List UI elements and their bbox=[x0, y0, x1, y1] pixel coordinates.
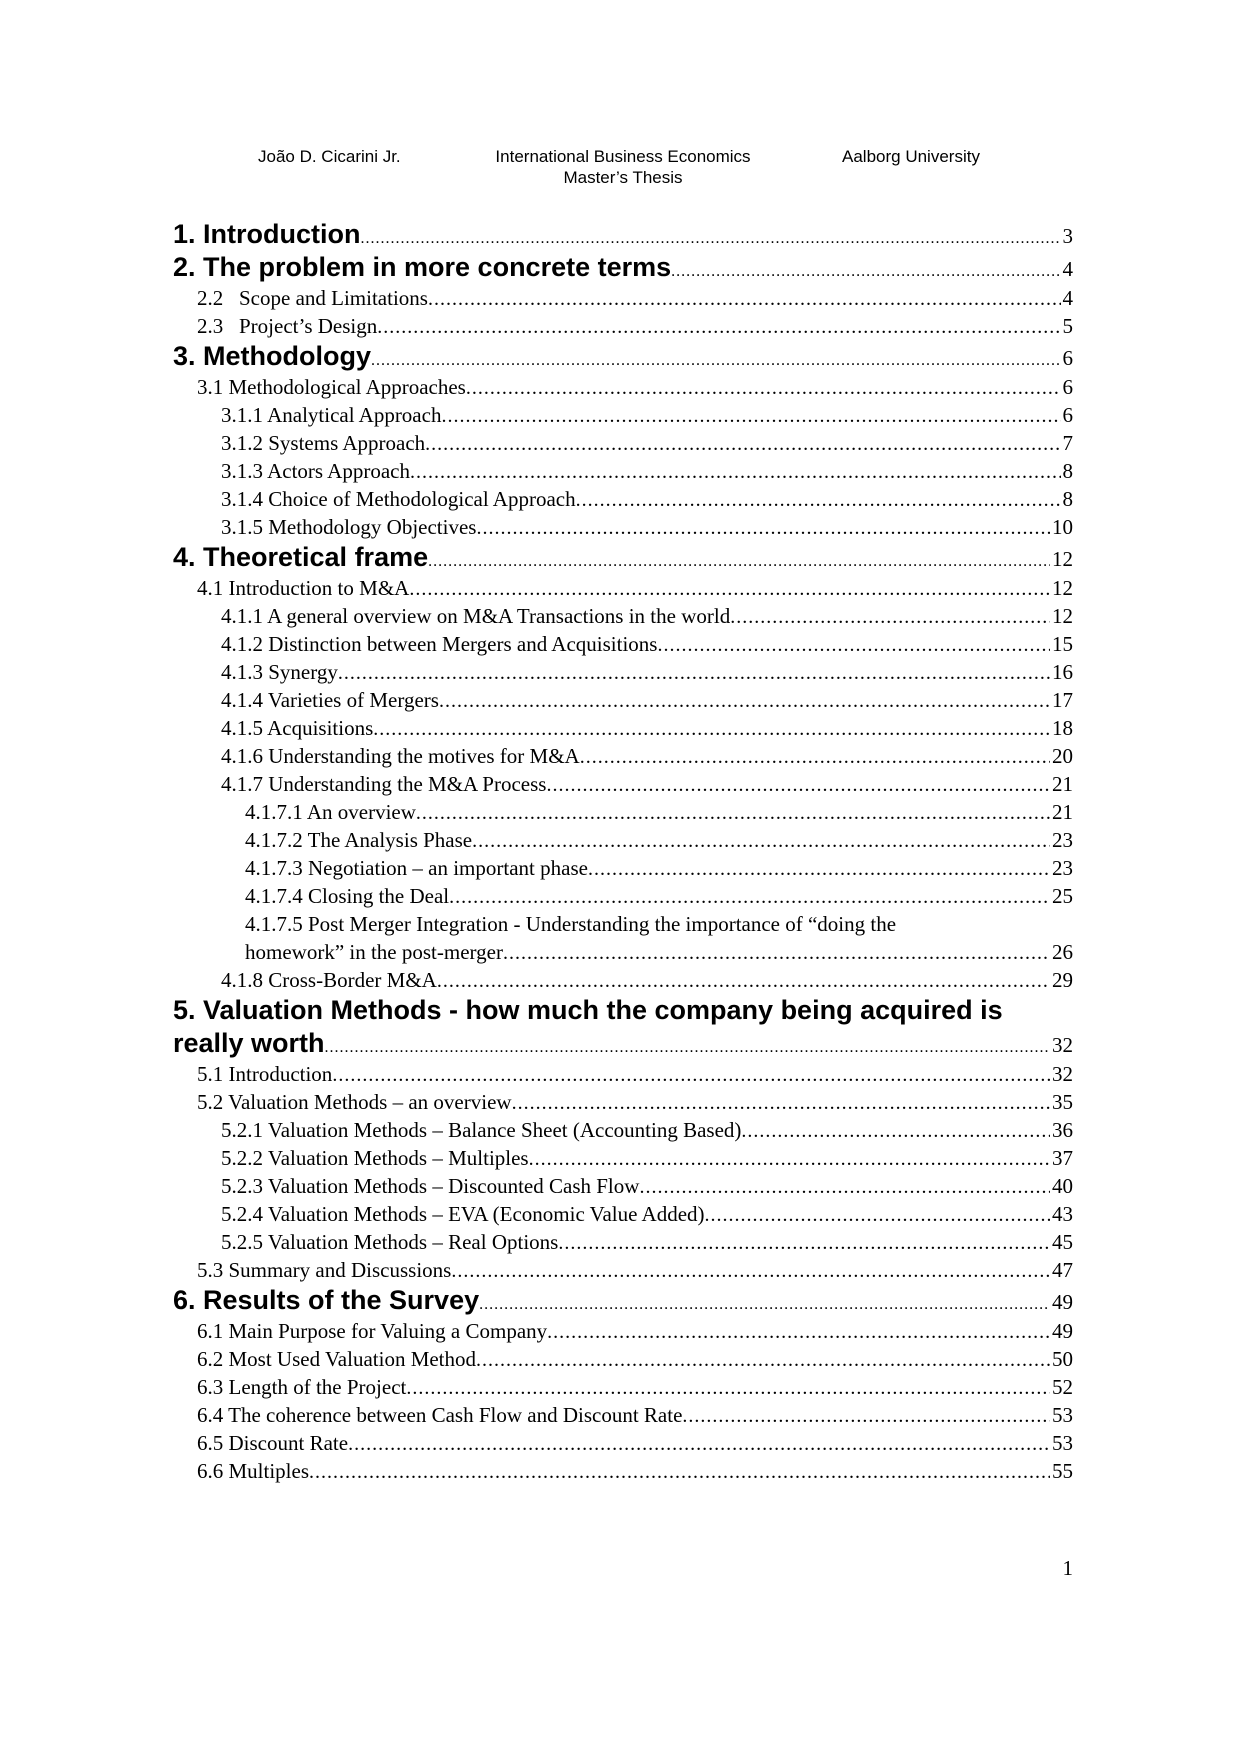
toc-entry-5-line1[interactable]: 5. Valuation Methods - how much the company being acquired is bbox=[173, 995, 1003, 1025]
toc-entry-page: 20 bbox=[1052, 744, 1073, 768]
toc-entry-5-1[interactable] bbox=[173, 1060, 1073, 1088]
toc-entry-title: 6. Results of the Survey bbox=[173, 1285, 480, 1315]
toc-entry-title: 4.1.6 Understanding the motives for M&A bbox=[221, 744, 580, 768]
toc-entry-title: 5.2.4 Valuation Methods – EVA (Economic Value Added) bbox=[221, 1202, 705, 1226]
toc-entry-6-5[interactable] bbox=[173, 1429, 1073, 1457]
toc-entry-title: 4.1.3 Synergy bbox=[221, 660, 338, 684]
table-of-contents bbox=[173, 218, 1073, 1485]
toc-entry-page: 8 bbox=[1062, 487, 1073, 511]
toc-entry-page: 53 bbox=[1052, 1431, 1073, 1455]
toc-leader bbox=[428, 545, 1050, 578]
header-university: Aalborg University bbox=[842, 147, 980, 166]
toc-entry-3-1-1[interactable] bbox=[173, 401, 1073, 429]
toc-leader bbox=[657, 631, 1050, 659]
toc-entry-4-1-3[interactable] bbox=[173, 658, 1073, 686]
toc-entry-4-1-5[interactable] bbox=[173, 714, 1073, 742]
toc-leader bbox=[451, 1257, 1050, 1285]
toc-entry-4-1-7-4[interactable] bbox=[173, 882, 1073, 910]
toc-entry-title: 4.1.7.4 Closing the Deal bbox=[245, 884, 450, 908]
toc-entry-title: 6.1 Main Purpose for Valuing a Company bbox=[197, 1319, 548, 1343]
toc-leader bbox=[449, 883, 1050, 911]
toc-leader bbox=[639, 1173, 1050, 1201]
toc-leader bbox=[576, 486, 1061, 514]
toc-entry-title: 4.1 Introduction to M&A bbox=[197, 576, 410, 600]
toc-entry-page: 47 bbox=[1052, 1258, 1073, 1282]
toc-entry-page: 8 bbox=[1062, 459, 1073, 483]
toc-entry-6-1[interactable] bbox=[173, 1317, 1073, 1345]
toc-leader bbox=[406, 1374, 1050, 1402]
toc-entry-6-2[interactable] bbox=[173, 1345, 1073, 1373]
header-author: João D. Cicarini Jr. bbox=[258, 147, 401, 166]
toc-leader bbox=[309, 1458, 1050, 1486]
toc-entry-title: 2.2 Scope and Limitations bbox=[197, 286, 428, 310]
toc-entry-page: 45 bbox=[1052, 1230, 1073, 1254]
toc-entry-page: 17 bbox=[1052, 688, 1073, 712]
toc-leader bbox=[503, 939, 1050, 967]
toc-entry-page: 49 bbox=[1052, 1290, 1073, 1314]
toc-leader bbox=[580, 743, 1050, 771]
toc-entry-5-2-2[interactable] bbox=[173, 1144, 1073, 1172]
toc-entry-4-1-6[interactable] bbox=[173, 742, 1073, 770]
page-header bbox=[0, 146, 1240, 196]
toc-entry-page: 6 bbox=[1062, 375, 1073, 399]
toc-entry-title: 4.1.8 Cross-Border M&A bbox=[221, 968, 437, 992]
toc-entry-title: 5.2.3 Valuation Methods – Discounted Cash Flow bbox=[221, 1174, 640, 1198]
toc-entry-page: 23 bbox=[1052, 828, 1073, 852]
toc-entry-3-1[interactable] bbox=[173, 373, 1073, 401]
toc-entry-5-2[interactable] bbox=[173, 1088, 1073, 1116]
toc-entry-page: 15 bbox=[1052, 632, 1073, 656]
toc-entry-page: 36 bbox=[1052, 1118, 1073, 1142]
toc-entry-page: 4 bbox=[1062, 286, 1073, 310]
toc-entry-page: 6 bbox=[1062, 346, 1073, 370]
toc-entry-page: 49 bbox=[1052, 1319, 1073, 1343]
toc-entry-3[interactable] bbox=[173, 340, 1073, 373]
toc-entry-page: 25 bbox=[1052, 884, 1073, 908]
toc-leader bbox=[682, 1402, 1050, 1430]
toc-entry-title: 4.1.4 Varieties of Mergers bbox=[221, 688, 439, 712]
toc-entry-page: 50 bbox=[1052, 1347, 1073, 1371]
toc-entry-page: 6 bbox=[1062, 403, 1073, 427]
toc-entry-title: 6.3 Length of the Project bbox=[197, 1375, 407, 1399]
toc-entry-title: 6.4 The coherence between Cash Flow and Discount Rate bbox=[197, 1403, 683, 1427]
toc-entry-page: 4 bbox=[1062, 257, 1073, 281]
toc-entry-page: 3 bbox=[1062, 224, 1073, 248]
toc-entry-title: 4.1.7.1 An overview bbox=[245, 800, 416, 824]
toc-entry-6-4[interactable] bbox=[173, 1401, 1073, 1429]
toc-entry-page: 12 bbox=[1052, 547, 1073, 571]
toc-entry-3-1-4[interactable] bbox=[173, 485, 1073, 513]
toc-entry-page: 21 bbox=[1052, 772, 1073, 796]
toc-entry-4-1-8[interactable] bbox=[173, 966, 1073, 994]
toc-entry-title: 5.3 Summary and Discussions bbox=[197, 1258, 452, 1282]
toc-entry-2-2[interactable] bbox=[173, 284, 1073, 312]
toc-entry-page: 16 bbox=[1052, 660, 1073, 684]
toc-leader bbox=[439, 687, 1050, 715]
toc-leader bbox=[705, 1201, 1050, 1229]
toc-entry-page: 12 bbox=[1052, 576, 1073, 600]
toc-entry-page: 12 bbox=[1052, 604, 1073, 628]
toc-entry-title: 6.5 Discount Rate bbox=[197, 1431, 349, 1455]
toc-entry-page: 35 bbox=[1052, 1090, 1073, 1114]
toc-entry-5-2-5[interactable] bbox=[173, 1228, 1073, 1256]
toc-entry-page: 43 bbox=[1052, 1202, 1073, 1226]
toc-leader bbox=[428, 285, 1061, 313]
toc-entry-page: 5 bbox=[1062, 314, 1073, 338]
toc-leader bbox=[437, 967, 1050, 995]
toc-entry-page: 55 bbox=[1052, 1459, 1073, 1483]
toc-entry-4-1-4[interactable] bbox=[173, 686, 1073, 714]
toc-leader bbox=[472, 827, 1050, 855]
toc-leader bbox=[558, 1229, 1050, 1257]
toc-entry-page: 53 bbox=[1052, 1403, 1073, 1427]
toc-leader bbox=[546, 771, 1050, 799]
toc-entry-title: 6.6 Multiples bbox=[197, 1459, 310, 1483]
toc-entry-title: 1. Introduction bbox=[173, 219, 361, 249]
toc-entry-5-2-1[interactable] bbox=[173, 1116, 1073, 1144]
toc-entry-title: 5.1 Introduction bbox=[197, 1062, 333, 1086]
toc-entry-title: 2. The problem in more concrete terms bbox=[173, 252, 672, 282]
toc-entry-4-1-7-2[interactable] bbox=[173, 826, 1073, 854]
toc-entry-4-1-7-5-line1[interactable]: 4.1.7.5 Post Merger Integration - Understanding the importance of “doing the bbox=[245, 912, 897, 936]
toc-entry-3-1-5[interactable] bbox=[173, 513, 1073, 541]
toc-entry-page: 29 bbox=[1052, 968, 1073, 992]
toc-entry-title: 3.1.5 Methodology Objectives bbox=[221, 515, 477, 539]
toc-entry-6-6[interactable] bbox=[173, 1457, 1073, 1485]
toc-entry-4-1-7[interactable] bbox=[173, 770, 1073, 798]
toc-leader bbox=[476, 1346, 1050, 1374]
toc-leader bbox=[588, 855, 1050, 883]
toc-entry-title: 5.2.2 Valuation Methods – Multiples bbox=[221, 1146, 529, 1170]
header-program bbox=[488, 146, 758, 188]
toc-leader bbox=[529, 1145, 1050, 1173]
toc-entry-5-2-4[interactable] bbox=[173, 1200, 1073, 1228]
toc-leader bbox=[416, 799, 1050, 827]
toc-leader bbox=[741, 1117, 1050, 1145]
toc-leader bbox=[373, 715, 1050, 743]
toc-leader bbox=[512, 1089, 1050, 1117]
toc-entry-title: 6.2 Most Used Valuation Method bbox=[197, 1347, 477, 1371]
toc-leader bbox=[476, 514, 1050, 542]
toc-entry-4-1-7-3[interactable] bbox=[173, 854, 1073, 882]
toc-entry-title: 3.1.4 Choice of Methodological Approach bbox=[221, 487, 576, 511]
page-number: 1 bbox=[1062, 1556, 1073, 1580]
toc-entry-page: 26 bbox=[1052, 940, 1073, 964]
toc-entry-title: 3.1.1 Analytical Approach bbox=[221, 403, 442, 427]
toc-entry-page: 21 bbox=[1052, 800, 1073, 824]
toc-entry-4-1-7-5[interactable] bbox=[173, 938, 1073, 966]
toc-entry-title: 3. Methodology bbox=[173, 341, 371, 371]
toc-leader bbox=[410, 458, 1061, 486]
toc-entry-title: 4. Theoretical frame bbox=[173, 542, 429, 572]
toc-entry-title: 4.1.7.3 Negotiation – an important phase bbox=[245, 856, 588, 880]
toc-entry-title: 3.1.3 Actors Approach bbox=[221, 459, 410, 483]
toc-entry-title: 4.1.7 Understanding the M&A Process bbox=[221, 772, 547, 796]
toc-entry-6[interactable] bbox=[173, 1284, 1073, 1317]
toc-entry-5-3[interactable] bbox=[173, 1256, 1073, 1284]
toc-entry-4[interactable] bbox=[173, 541, 1073, 574]
toc-leader bbox=[466, 374, 1061, 402]
toc-entry-title: 4.1.5 Acquisitions bbox=[221, 716, 374, 740]
toc-leader bbox=[425, 430, 1060, 458]
toc-entry-4-1-1[interactable] bbox=[173, 602, 1073, 630]
toc-entry-3-1-2[interactable] bbox=[173, 429, 1073, 457]
toc-entry-4-1[interactable] bbox=[173, 574, 1073, 602]
toc-leader bbox=[348, 1430, 1050, 1458]
toc-leader bbox=[730, 603, 1050, 631]
toc-entry-title: 5.2 Valuation Methods – an overview bbox=[197, 1090, 512, 1114]
toc-entry-title: 3.1.2 Systems Approach bbox=[221, 431, 426, 455]
toc-entry-4-1-2[interactable] bbox=[173, 630, 1073, 658]
toc-entry-1[interactable] bbox=[173, 218, 1073, 251]
toc-leader bbox=[338, 659, 1050, 687]
toc-entry-page: 10 bbox=[1052, 515, 1073, 539]
toc-entry-2-3[interactable] bbox=[173, 312, 1073, 340]
toc-entry-3-1-3[interactable] bbox=[173, 457, 1073, 485]
toc-entry-6-3[interactable] bbox=[173, 1373, 1073, 1401]
toc-entry-page: 7 bbox=[1062, 431, 1073, 455]
toc-entry-4-1-7-1[interactable] bbox=[173, 798, 1073, 826]
toc-leader bbox=[547, 1318, 1050, 1346]
toc-entry-title: 5.2.5 Valuation Methods – Real Options bbox=[221, 1230, 559, 1254]
toc-entry-title: really worth bbox=[173, 1028, 325, 1058]
toc-leader bbox=[409, 575, 1050, 603]
toc-entry-page: 32 bbox=[1052, 1033, 1073, 1057]
toc-entry-page: 32 bbox=[1052, 1062, 1073, 1086]
toc-entry-title: 3.1 Methodological Approaches bbox=[197, 375, 466, 399]
toc-leader bbox=[479, 1288, 1050, 1321]
toc-entry-title: 4.1.2 Distinction between Mergers and Acquisitions bbox=[221, 632, 658, 656]
toc-entry-title: 4.1.7.2 The Analysis Phase bbox=[245, 828, 473, 852]
toc-entry-title: 5.2.1 Valuation Methods – Balance Sheet (Accounting Based) bbox=[221, 1118, 742, 1142]
toc-leader bbox=[377, 313, 1060, 341]
toc-entry-2[interactable] bbox=[173, 251, 1073, 284]
toc-entry-5-2-3[interactable] bbox=[173, 1172, 1073, 1200]
toc-entry-page: 23 bbox=[1052, 856, 1073, 880]
header-program-line2: Master’s Thesis bbox=[563, 168, 683, 187]
toc-leader bbox=[325, 1031, 1050, 1064]
toc-entry-title: 2.3 Project’s Design bbox=[197, 314, 378, 338]
toc-leader bbox=[671, 255, 1060, 288]
toc-entry-page: 18 bbox=[1052, 716, 1073, 740]
toc-leader bbox=[371, 344, 1061, 377]
toc-entry-title: 4.1.1 A general overview on M&A Transactions in the world bbox=[221, 604, 731, 628]
toc-leader bbox=[441, 402, 1060, 430]
toc-entry-5[interactable] bbox=[173, 1027, 1073, 1060]
toc-entry-page: 40 bbox=[1052, 1174, 1073, 1198]
header-program-line1: International Business Economics bbox=[495, 147, 751, 166]
toc-entry-page: 37 bbox=[1052, 1146, 1073, 1170]
toc-leader bbox=[332, 1061, 1050, 1089]
toc-entry-page: 52 bbox=[1052, 1375, 1073, 1399]
toc-entry-title: homework” in the post-merger bbox=[245, 940, 503, 964]
